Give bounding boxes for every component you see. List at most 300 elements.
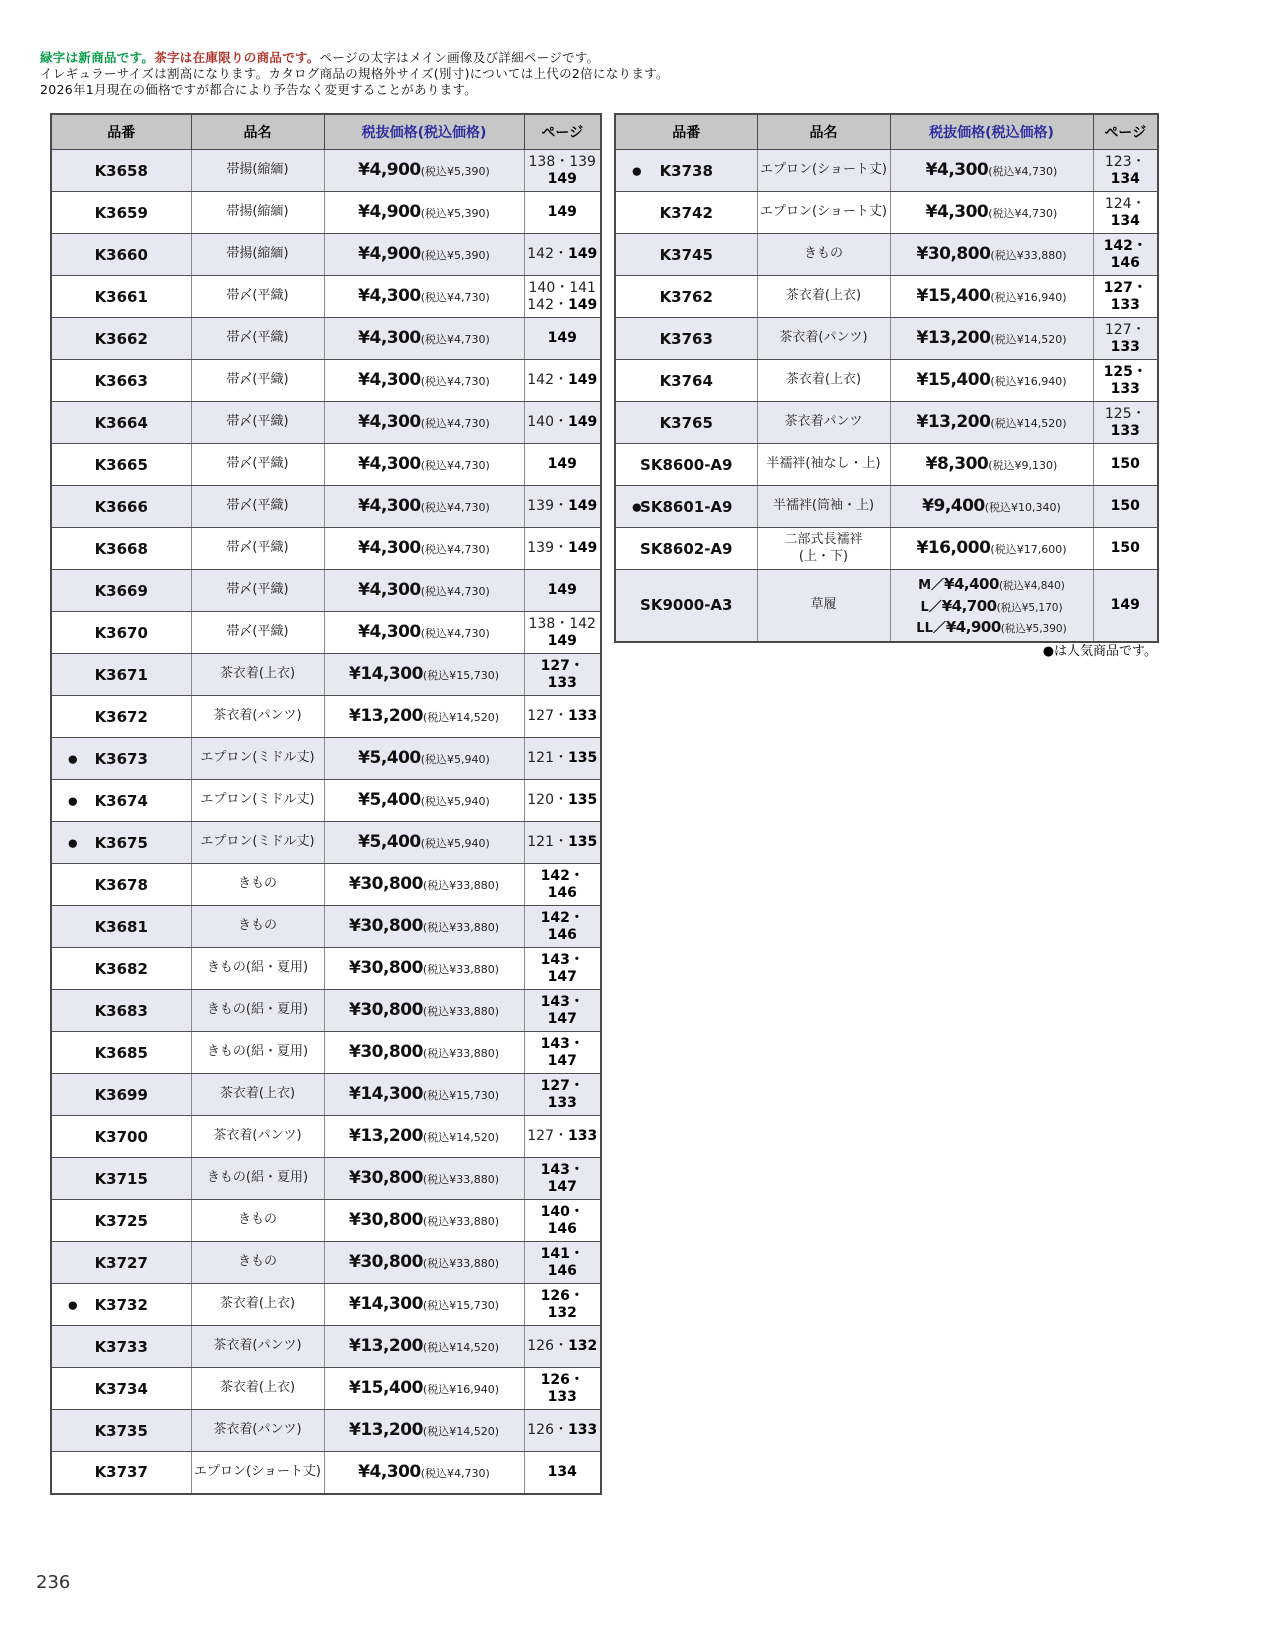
price-cell bbox=[890, 402, 1093, 444]
price-excl-tax: ¥4,900 bbox=[945, 618, 1001, 637]
product-name-cell bbox=[191, 1074, 324, 1116]
product-name-cell bbox=[191, 822, 324, 864]
product-name-cell bbox=[191, 234, 324, 276]
price-excl-tax: ¥14,300 bbox=[348, 664, 423, 685]
price-incl-tax: (税込¥5,390) bbox=[420, 165, 490, 179]
price-excl-tax: ¥4,700 bbox=[941, 596, 997, 615]
product-code-cell bbox=[51, 1368, 191, 1410]
page-number-ref: 123・ bbox=[1104, 153, 1146, 170]
page-number-ref: 142・146 bbox=[540, 909, 584, 943]
product-code: K3734 bbox=[94, 1379, 148, 1398]
table-row bbox=[51, 1200, 601, 1242]
price-cell bbox=[324, 822, 524, 864]
page-numbers-line bbox=[1096, 597, 1156, 614]
price-line bbox=[327, 1461, 522, 1483]
page-number-ref: 127・133 bbox=[540, 1077, 584, 1111]
col-header-code: 品番 bbox=[51, 114, 191, 150]
page-number-ref: 138・139 bbox=[528, 153, 596, 170]
popular-dot-icon: ● bbox=[68, 752, 78, 765]
product-name-cell bbox=[191, 1200, 324, 1242]
price-line bbox=[327, 747, 522, 769]
price-cell bbox=[324, 1242, 524, 1284]
product-code: K3763 bbox=[659, 329, 713, 348]
page-numbers-line bbox=[527, 1338, 599, 1355]
product-code: K3700 bbox=[94, 1127, 148, 1146]
product-code: K3715 bbox=[94, 1169, 148, 1188]
product-name-cell bbox=[757, 192, 890, 234]
table-row bbox=[51, 360, 601, 402]
price-excl-tax: ¥4,300 bbox=[358, 412, 421, 433]
col-header-name: 品名 bbox=[757, 114, 890, 150]
page-cell bbox=[524, 612, 601, 654]
price-incl-tax: (税込¥5,170) bbox=[996, 601, 1063, 614]
price-incl-tax: (税込¥4,730) bbox=[420, 375, 490, 389]
page-number-ref: 134 bbox=[1110, 170, 1140, 187]
product-code: K3725 bbox=[94, 1211, 148, 1230]
product-code-cell bbox=[51, 234, 191, 276]
page-number-ref: 133 bbox=[568, 708, 598, 725]
page-number-ref: 126・ bbox=[527, 1422, 568, 1439]
price-line bbox=[893, 595, 1091, 617]
page-numbers-line bbox=[1096, 456, 1156, 473]
page-number-ref: 133 bbox=[1110, 422, 1140, 439]
page-cell bbox=[524, 990, 601, 1032]
page-number-ref: 149 bbox=[568, 414, 598, 431]
product-name: 茶衣着(パンツ) bbox=[213, 708, 302, 724]
price-excl-tax: ¥4,300 bbox=[925, 160, 989, 181]
product-name-cell bbox=[191, 528, 324, 570]
page-numbers-line bbox=[527, 171, 599, 188]
price-incl-tax: (税込¥33,880) bbox=[422, 963, 499, 977]
page-cell bbox=[524, 696, 601, 738]
page-number-ref: 120・ bbox=[527, 792, 568, 809]
product-name-cell bbox=[191, 318, 324, 360]
product-code-cell bbox=[615, 276, 757, 318]
page-numbers-line bbox=[527, 297, 599, 314]
product-code: K3671 bbox=[94, 665, 148, 684]
page-numbers-line bbox=[527, 708, 599, 725]
product-code-cell bbox=[51, 990, 191, 1032]
page-number-ref: 149 bbox=[568, 246, 598, 263]
product-code-cell bbox=[51, 1410, 191, 1452]
price-cell bbox=[324, 990, 524, 1032]
product-name: 茶衣着(上衣) bbox=[219, 1380, 296, 1396]
table-header bbox=[51, 114, 601, 150]
page-cell bbox=[524, 1368, 601, 1410]
page-cell bbox=[524, 234, 601, 276]
price-line bbox=[327, 1083, 522, 1105]
price-incl-tax: (税込¥33,880) bbox=[422, 879, 499, 893]
price-line bbox=[893, 243, 1091, 265]
price-incl-tax: (税込¥4,730) bbox=[420, 1467, 490, 1481]
price-incl-tax: (税込¥4,730) bbox=[420, 333, 490, 347]
product-code-cell bbox=[51, 948, 191, 990]
price-excl-tax: ¥30,800 bbox=[916, 244, 991, 265]
price-incl-tax: (税込¥4,730) bbox=[988, 165, 1058, 179]
product-code-cell bbox=[51, 1326, 191, 1368]
product-code-cell bbox=[615, 192, 757, 234]
page-number-ref: 124・ bbox=[1104, 195, 1146, 212]
price-cell bbox=[324, 402, 524, 444]
product-name-cell bbox=[757, 444, 890, 486]
page-cell bbox=[524, 1200, 601, 1242]
price-line bbox=[893, 573, 1091, 595]
product-code: K3666 bbox=[94, 497, 148, 516]
price-cell bbox=[890, 276, 1093, 318]
page-cell bbox=[1093, 570, 1158, 642]
page-numbers-line bbox=[1096, 196, 1156, 230]
price-excl-tax: ¥13,200 bbox=[348, 706, 423, 727]
price-excl-tax: ¥15,400 bbox=[916, 370, 991, 391]
product-name-cell bbox=[191, 150, 324, 192]
table-row bbox=[51, 1368, 601, 1410]
price-cell bbox=[324, 1200, 524, 1242]
page-number-ref: 150 bbox=[1110, 540, 1140, 557]
table-row bbox=[615, 360, 1158, 402]
page-number-ref: 143・147 bbox=[540, 951, 584, 985]
page-numbers-line bbox=[1096, 280, 1156, 314]
product-code: K3662 bbox=[94, 329, 148, 348]
price-line bbox=[327, 621, 522, 643]
page-cell bbox=[1093, 150, 1158, 192]
product-name: きもの(絽・夏用) bbox=[206, 960, 309, 976]
price-cell bbox=[324, 612, 524, 654]
price-incl-tax: (税込¥33,880) bbox=[990, 249, 1067, 263]
price-excl-tax: ¥16,000 bbox=[916, 538, 991, 559]
product-code: K3742 bbox=[659, 203, 713, 222]
table-row bbox=[51, 738, 601, 780]
page-cell bbox=[1093, 528, 1158, 570]
table-row bbox=[615, 192, 1158, 234]
page-number-ref: 149 bbox=[568, 372, 598, 389]
table-row bbox=[51, 1326, 601, 1368]
price-line bbox=[327, 327, 522, 349]
page-numbers-line bbox=[527, 1372, 599, 1406]
price-line bbox=[893, 201, 1091, 223]
product-name-cell bbox=[757, 318, 890, 360]
page-number-ref: 127・133 bbox=[540, 657, 584, 691]
price-line bbox=[327, 1125, 522, 1147]
product-code: SK8601-A9 bbox=[640, 497, 733, 516]
page-number-ref: 126・133 bbox=[540, 1371, 584, 1405]
price-line bbox=[327, 285, 522, 307]
price-cell bbox=[324, 276, 524, 318]
product-code-cell bbox=[615, 318, 757, 360]
product-code: K3660 bbox=[94, 245, 148, 264]
page-cell bbox=[524, 864, 601, 906]
page-cell bbox=[1093, 360, 1158, 402]
price-excl-tax: ¥14,300 bbox=[348, 1084, 423, 1105]
price-excl-tax: ¥4,300 bbox=[358, 1462, 421, 1483]
page-numbers-line bbox=[1096, 322, 1156, 356]
page-cell bbox=[524, 906, 601, 948]
product-name: エプロン(ミドル丈) bbox=[200, 792, 315, 808]
page-numbers-line bbox=[527, 834, 599, 851]
price-incl-tax: (税込¥33,880) bbox=[422, 1005, 499, 1019]
page-numbers-line bbox=[527, 582, 599, 599]
product-code: K3685 bbox=[94, 1043, 148, 1062]
product-name: 帯〆(平織) bbox=[226, 288, 289, 304]
price-line bbox=[327, 369, 522, 391]
product-name-cell bbox=[191, 360, 324, 402]
page-number-ref: 127・ bbox=[1104, 321, 1146, 338]
product-name: 帯揚(縮緬) bbox=[226, 246, 289, 262]
price-line bbox=[327, 1251, 522, 1273]
product-code-cell bbox=[51, 276, 191, 318]
price-cell bbox=[324, 192, 524, 234]
product-code: K3732 bbox=[94, 1295, 148, 1314]
price-incl-tax: (税込¥15,730) bbox=[422, 1299, 499, 1313]
page-number-ref: 143・147 bbox=[540, 1161, 584, 1195]
product-code-cell bbox=[615, 570, 757, 642]
price-incl-tax: (税込¥33,880) bbox=[422, 1257, 499, 1271]
table-row bbox=[51, 1032, 601, 1074]
page-cell bbox=[524, 1032, 601, 1074]
product-name-cell bbox=[191, 654, 324, 696]
popular-dot-icon: ● bbox=[68, 836, 78, 849]
price-cell bbox=[324, 738, 524, 780]
product-code-cell bbox=[51, 696, 191, 738]
product-name: エプロン(ショート丈) bbox=[760, 162, 887, 178]
price-line bbox=[327, 243, 522, 265]
product-code-cell bbox=[615, 402, 757, 444]
page-number-ref: 140・ bbox=[527, 414, 568, 431]
page-cell bbox=[1093, 486, 1158, 528]
product-code: K3738 bbox=[659, 161, 713, 180]
product-code: SK9000-A3 bbox=[640, 596, 733, 615]
product-code: K3670 bbox=[94, 623, 148, 642]
product-code-cell bbox=[51, 822, 191, 864]
page-numbers-line bbox=[527, 1246, 599, 1280]
product-name: 茶衣着(上衣) bbox=[219, 1086, 296, 1102]
page-cell bbox=[524, 738, 601, 780]
price-incl-tax: (税込¥16,940) bbox=[990, 291, 1067, 305]
product-code: K3745 bbox=[659, 245, 713, 264]
page-numbers-line bbox=[527, 1162, 599, 1196]
price-excl-tax: ¥4,300 bbox=[358, 496, 421, 517]
price-cell bbox=[890, 150, 1093, 192]
product-name: 草履 bbox=[810, 597, 837, 613]
product-name: 茶衣着(パンツ) bbox=[213, 1422, 302, 1438]
product-code-cell bbox=[51, 1158, 191, 1200]
header-notes bbox=[40, 50, 669, 98]
price-incl-tax: (税込¥33,880) bbox=[422, 1215, 499, 1229]
price-excl-tax: ¥13,200 bbox=[348, 1420, 423, 1441]
product-name-cell bbox=[191, 780, 324, 822]
price-cell bbox=[890, 192, 1093, 234]
price-incl-tax: (税込¥5,940) bbox=[420, 837, 490, 851]
product-name: 帯〆(平織) bbox=[226, 498, 289, 514]
table-row bbox=[51, 234, 601, 276]
product-name: エプロン(ミドル丈) bbox=[200, 834, 315, 850]
page-number-ref: 126・132 bbox=[540, 1287, 584, 1321]
table-body bbox=[51, 150, 601, 1494]
page-number-ref: 150 bbox=[1110, 456, 1140, 473]
product-name: 茶衣着(パンツ) bbox=[213, 1338, 302, 1354]
price-excl-tax: ¥15,400 bbox=[348, 1378, 423, 1399]
price-excl-tax: ¥13,200 bbox=[916, 328, 991, 349]
page-cell bbox=[524, 948, 601, 990]
product-name-cell bbox=[191, 864, 324, 906]
price-cell bbox=[324, 570, 524, 612]
page-number-ref: 149 bbox=[547, 456, 577, 473]
product-name: 帯〆(平織) bbox=[226, 372, 289, 388]
page-numbers-line bbox=[1096, 498, 1156, 515]
page-numbers-line bbox=[527, 1128, 599, 1145]
price-excl-tax: ¥14,300 bbox=[348, 1294, 423, 1315]
product-code: K3663 bbox=[94, 371, 148, 390]
product-code-cell bbox=[615, 360, 757, 402]
product-code-cell bbox=[615, 486, 757, 528]
price-cell bbox=[890, 486, 1093, 528]
product-code-cell bbox=[51, 864, 191, 906]
product-code: K3683 bbox=[94, 1001, 148, 1020]
price-incl-tax: (税込¥14,520) bbox=[990, 417, 1067, 431]
page-number-ref: 135 bbox=[568, 834, 598, 851]
page-number-ref: 135 bbox=[568, 750, 598, 767]
price-excl-tax: ¥4,300 bbox=[925, 202, 989, 223]
table-row bbox=[51, 318, 601, 360]
price-line bbox=[327, 663, 522, 685]
price-cell bbox=[324, 528, 524, 570]
product-code-cell bbox=[615, 150, 757, 192]
popular-items-note: ●は人気商品です。 bbox=[1042, 644, 1157, 659]
page-number-ref: 127・ bbox=[527, 1128, 568, 1145]
table-row bbox=[615, 486, 1158, 528]
price-line bbox=[893, 327, 1091, 349]
product-name-cell bbox=[191, 1116, 324, 1158]
table-row bbox=[615, 276, 1158, 318]
price-line bbox=[893, 495, 1091, 517]
page-number-ref: 133 bbox=[568, 1422, 598, 1439]
price-line bbox=[893, 453, 1091, 475]
page-numbers-line bbox=[527, 414, 599, 431]
product-code-cell bbox=[615, 444, 757, 486]
price-line bbox=[327, 1167, 522, 1189]
price-cell bbox=[324, 696, 524, 738]
page-cell bbox=[1093, 318, 1158, 360]
left-price-table-wrap bbox=[50, 113, 602, 1495]
table-row bbox=[51, 192, 601, 234]
page-numbers-line bbox=[527, 1078, 599, 1112]
table-row bbox=[51, 1116, 601, 1158]
price-cell bbox=[324, 654, 524, 696]
popular-dot-icon: ● bbox=[632, 500, 642, 513]
table-row bbox=[615, 528, 1158, 570]
price-excl-tax: ¥30,800 bbox=[348, 1042, 423, 1063]
page-cell bbox=[1093, 444, 1158, 486]
price-incl-tax: (税込¥4,730) bbox=[420, 459, 490, 473]
price-incl-tax: (税込¥17,600) bbox=[990, 543, 1067, 557]
product-name: エプロン(ミドル丈) bbox=[200, 750, 315, 766]
col-header-price: 税抜価格(税込価格) bbox=[324, 114, 524, 150]
page-cell bbox=[524, 486, 601, 528]
table-row bbox=[615, 570, 1158, 642]
product-code: K3681 bbox=[94, 917, 148, 936]
price-excl-tax: ¥4,900 bbox=[358, 244, 421, 265]
price-line bbox=[327, 201, 522, 223]
page-number-ref: 142・ bbox=[527, 372, 568, 389]
page-number-ref: 149 bbox=[547, 632, 577, 649]
right-price-table bbox=[614, 113, 1159, 643]
price-excl-tax: ¥9,400 bbox=[922, 496, 985, 517]
product-name: エプロン(ショート丈) bbox=[760, 204, 887, 220]
page-numbers-line bbox=[1096, 154, 1156, 188]
price-cell bbox=[324, 906, 524, 948]
note-bold-pages: ページの太字はメイン画像及び詳細ページです。 bbox=[319, 50, 600, 65]
page-number-ref: 139・ bbox=[527, 540, 568, 557]
price-excl-tax: ¥4,300 bbox=[358, 580, 421, 601]
price-excl-tax: ¥4,400 bbox=[944, 575, 999, 593]
right-price-table-wrap bbox=[614, 113, 1159, 643]
product-name: 帯〆(平織) bbox=[226, 582, 289, 598]
price-line bbox=[893, 411, 1091, 433]
product-code: K3699 bbox=[94, 1085, 148, 1104]
price-excl-tax: ¥13,200 bbox=[348, 1336, 423, 1357]
product-code: K3735 bbox=[94, 1421, 148, 1440]
price-excl-tax: ¥30,800 bbox=[348, 1168, 423, 1189]
price-incl-tax: (税込¥4,730) bbox=[420, 417, 490, 431]
price-cell bbox=[890, 234, 1093, 276]
product-name: (上・下) bbox=[798, 548, 849, 564]
table-row bbox=[51, 1410, 601, 1452]
product-name: きもの bbox=[237, 1254, 277, 1270]
price-incl-tax: (税込¥16,940) bbox=[990, 375, 1067, 389]
page-numbers-line bbox=[1096, 540, 1156, 557]
table-header-row bbox=[51, 114, 601, 150]
product-code-cell bbox=[51, 150, 191, 192]
product-name: 茶衣着パンツ bbox=[784, 414, 863, 430]
product-code: K3733 bbox=[94, 1337, 148, 1356]
price-incl-tax: (税込¥4,730) bbox=[420, 627, 490, 641]
page-numbers-line bbox=[527, 1036, 599, 1070]
page-number-ref: 125・133 bbox=[1103, 363, 1147, 397]
product-name: 茶衣着(上衣) bbox=[219, 666, 296, 682]
page-cell bbox=[524, 444, 601, 486]
product-code: SK8600-A9 bbox=[640, 455, 733, 474]
price-cell bbox=[890, 570, 1093, 642]
price-incl-tax: (税込¥5,940) bbox=[420, 753, 490, 767]
price-line bbox=[327, 159, 522, 181]
left-price-table bbox=[50, 113, 602, 1495]
price-excl-tax: ¥4,300 bbox=[358, 454, 421, 475]
table-row bbox=[615, 402, 1158, 444]
col-header-name: 品名 bbox=[191, 114, 324, 150]
page-cell bbox=[1093, 234, 1158, 276]
page-numbers-line bbox=[527, 994, 599, 1028]
page-number-ref: 149 bbox=[568, 540, 598, 557]
product-code-cell bbox=[51, 1200, 191, 1242]
table-row bbox=[51, 1284, 601, 1326]
popular-dot-icon: ● bbox=[68, 794, 78, 807]
product-name: 半襦袢(筒袖・上) bbox=[772, 498, 875, 514]
page-numbers-line bbox=[1096, 238, 1156, 272]
product-code-cell bbox=[51, 1242, 191, 1284]
price-cell bbox=[324, 1032, 524, 1074]
size-label: LL／ bbox=[916, 621, 946, 637]
product-name-cell bbox=[757, 234, 890, 276]
page-numbers-line bbox=[527, 1204, 599, 1238]
page-numbers-line bbox=[527, 498, 599, 515]
table-row bbox=[615, 234, 1158, 276]
page-numbers-line bbox=[527, 658, 599, 692]
product-name-cell bbox=[757, 528, 890, 570]
page-number-ref: 132 bbox=[568, 1338, 598, 1355]
page-number-ref: 141・146 bbox=[540, 1245, 584, 1279]
page-number-ref: 135 bbox=[568, 792, 598, 809]
price-incl-tax: (税込¥4,730) bbox=[420, 543, 490, 557]
price-line bbox=[327, 915, 522, 937]
